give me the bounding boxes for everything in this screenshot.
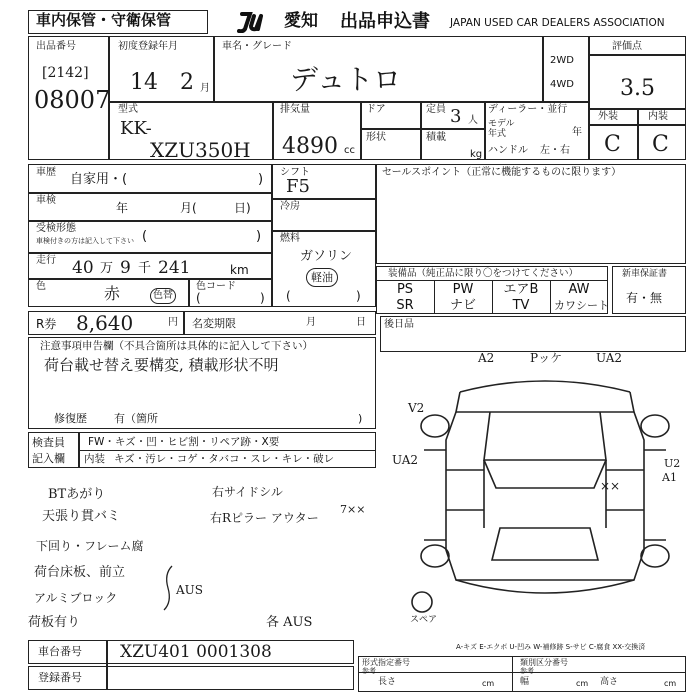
recv-insp-note: 車検付きの方は記入して下さい bbox=[36, 237, 134, 245]
fuel-label: 燃料 bbox=[280, 233, 300, 244]
diagram-note-a1: A1 bbox=[662, 471, 677, 484]
inspector-fw-row: FW・キズ・凹・ヒビ割・リペア跡・X要 bbox=[88, 436, 280, 448]
width-label: 幅 bbox=[520, 677, 530, 687]
diagram-note-xx: ×× bbox=[600, 479, 621, 493]
later-label: 後日品 bbox=[384, 319, 414, 330]
warranty-value: 有・無 bbox=[626, 291, 663, 305]
first-reg-month: 2 bbox=[180, 70, 194, 95]
insp-note-5: アルミブロック bbox=[34, 591, 118, 605]
lot-number: 08007 bbox=[34, 86, 111, 114]
rating-score: 3.5 bbox=[620, 76, 655, 101]
spare-label: スペア bbox=[410, 615, 438, 625]
car-name-value: デュトロ bbox=[290, 63, 402, 96]
inspector-label2: 記入欄 bbox=[32, 452, 65, 465]
recycle-unit: 円 bbox=[168, 317, 178, 328]
insp-note-6: 荷板有り bbox=[28, 615, 81, 630]
insp-note-right-tag: 7×× bbox=[340, 503, 366, 516]
height-unit: cm bbox=[664, 679, 677, 688]
diagram-note-ua2-left: UA2 bbox=[392, 453, 419, 467]
equip-leather: カワシート bbox=[554, 299, 609, 312]
diagram-note-a2: A2 bbox=[478, 351, 495, 365]
shift-value: F5 bbox=[286, 176, 310, 197]
color-note: 色替 bbox=[150, 288, 176, 304]
model-line1: KK- bbox=[120, 118, 152, 139]
fuel-sub: 軽油 bbox=[306, 268, 338, 287]
lot-label: 出品番号 bbox=[36, 41, 76, 52]
shape-label: 形状 bbox=[366, 132, 386, 143]
insp-note-right-bottom: 各 AUS bbox=[266, 615, 313, 630]
later-box bbox=[380, 316, 686, 352]
ju-logo bbox=[236, 11, 280, 33]
name-change-label: 名変期限 bbox=[192, 317, 236, 330]
mileage-sen-unit: 千 bbox=[138, 261, 152, 276]
inspection-month: 月( bbox=[180, 201, 197, 215]
mileage-man: 40 bbox=[72, 258, 94, 278]
equip-pw: PW bbox=[452, 282, 474, 297]
form-type-note1: 参考 bbox=[362, 667, 376, 675]
capacity-unit: 人 bbox=[468, 115, 478, 126]
org-name: 愛知 bbox=[284, 11, 318, 31]
capacity-label: 定員 bbox=[426, 104, 446, 115]
mileage-label: 走行 bbox=[36, 255, 56, 266]
repair-close: ) bbox=[358, 412, 363, 425]
exterior-grade: C bbox=[604, 132, 621, 157]
equip-sr: SR bbox=[396, 298, 414, 313]
mileage-km: km bbox=[230, 263, 249, 277]
displacement-value: 4890 bbox=[282, 134, 338, 159]
equip-ps: PS bbox=[396, 282, 414, 297]
length-unit: cm bbox=[482, 679, 495, 688]
equip-aw: AW bbox=[568, 282, 590, 297]
displacement-label: 排気量 bbox=[280, 104, 310, 115]
form-type-note2: 参考 bbox=[520, 667, 534, 675]
storage-label: 車内保管・守衛保管 bbox=[36, 11, 172, 29]
car-name-label: 車名・グレード bbox=[222, 41, 292, 52]
first-reg-month-unit: 月 bbox=[200, 83, 210, 94]
doc-title: 出品申込書 bbox=[340, 11, 430, 32]
inspector-label1: 検査員 bbox=[32, 436, 65, 449]
dealer-label: ディーラー・並行 bbox=[488, 104, 568, 115]
height-label: 高さ bbox=[600, 677, 619, 687]
load-label: 積載 bbox=[426, 132, 446, 143]
width-unit: cm bbox=[576, 679, 589, 688]
insp-note-1: BTあがり bbox=[48, 487, 106, 502]
inspection-day: 日) bbox=[234, 201, 251, 215]
fuel-close: ) bbox=[356, 289, 361, 303]
car-damage-diagram bbox=[400, 350, 690, 630]
mileage-man-unit: 万 bbox=[100, 261, 114, 276]
shift-label: シフト bbox=[280, 167, 310, 178]
brace-mark bbox=[160, 564, 176, 612]
drive-4wd: 4WD bbox=[550, 79, 574, 90]
model-label: 型式 bbox=[118, 104, 138, 115]
chassis-value: XZU401 0001308 bbox=[120, 642, 272, 662]
drive-2wd: 2WD bbox=[550, 55, 574, 66]
handle-value: 左・右 bbox=[540, 145, 570, 156]
inspector-int-label: 内装 bbox=[84, 453, 105, 465]
insp-note-2: 天張り貫バミ bbox=[42, 509, 121, 524]
dealer-model-label: モデル bbox=[488, 119, 515, 129]
chassis-label: 車台番号 bbox=[38, 645, 82, 658]
registration-label: 登録番号 bbox=[38, 671, 82, 684]
history-label: 車歴 bbox=[36, 167, 56, 178]
recv-insp-open: ( bbox=[142, 229, 148, 244]
insp-note-4: 荷台床板、前立 bbox=[34, 565, 126, 580]
inspection-year: 年 bbox=[116, 201, 129, 215]
diagram-note-v2: V2 bbox=[408, 401, 425, 415]
equip-navi: ナビ bbox=[449, 298, 476, 313]
mileage-sen: 9 bbox=[120, 258, 131, 278]
damage-legend: A-キズ E-エクボ U-凹み W-補修跡 S-サビ C-腐食 XX-交換済 bbox=[456, 643, 646, 651]
color-value: 赤 bbox=[104, 284, 121, 303]
insp-note-right-2: 右Rピラー アウター bbox=[210, 511, 319, 525]
mileage-rest: 241 bbox=[158, 258, 191, 278]
name-change-day: 日 bbox=[356, 317, 366, 328]
rating-label: 評価点 bbox=[612, 41, 642, 52]
equip-airbag: エアB bbox=[503, 282, 539, 297]
displacement-unit: cc bbox=[344, 145, 355, 156]
diagram-note-u2: U2 bbox=[664, 457, 681, 470]
insp-note-3: 下回り・フレーム腐 bbox=[36, 539, 144, 553]
form-type-label2: 類別区分番号 bbox=[520, 658, 568, 667]
association-name: JAPAN USED CAR DEALERS ASSOCIATION bbox=[450, 17, 665, 29]
recv-insp-label: 受検形態 bbox=[36, 223, 76, 234]
form-type-label1: 形式指定番号 bbox=[362, 658, 410, 667]
insp-note-right-1: 右サイドシル bbox=[212, 485, 283, 499]
capacity-value: 3 bbox=[450, 106, 462, 127]
first-reg-year: 14 bbox=[130, 70, 158, 95]
recv-insp-close: ) bbox=[256, 229, 262, 244]
load-unit: kg bbox=[470, 149, 483, 160]
sales-point-label: セールスポイント（正常に機能するものに限ります） bbox=[382, 167, 622, 178]
equip-tv: TV bbox=[512, 298, 530, 313]
lot-sub-number: [2142] bbox=[42, 65, 89, 81]
repair-label: 修復歴 bbox=[54, 412, 87, 425]
diagram-note-pocket: Pッケ bbox=[530, 351, 563, 365]
warranty-label: 新車保証書 bbox=[622, 269, 668, 279]
handle-label: ハンドル bbox=[488, 145, 528, 156]
inspector-int-row: キズ・汚レ・コゲ・タバコ・スレ・キレ・破レ bbox=[114, 453, 335, 465]
color-code-close: ) bbox=[260, 291, 265, 305]
equipment-title: 装備品（純正品に限り〇をつけてください） bbox=[388, 268, 579, 279]
history-close: ) bbox=[258, 172, 264, 187]
fuel-open: ( bbox=[286, 289, 291, 303]
length-label: 長さ bbox=[378, 677, 397, 687]
repair-value: 有（箇所 bbox=[114, 412, 158, 425]
diagram-note-ua2-top: UA2 bbox=[596, 351, 623, 365]
dealer-year-label: 年式 bbox=[488, 129, 507, 139]
fuel-value: ガソリン bbox=[300, 249, 353, 264]
recycle-label: R券 bbox=[36, 317, 57, 331]
color-label: 色 bbox=[36, 281, 46, 292]
interior-label: 内装 bbox=[648, 111, 668, 122]
door-label: ドア bbox=[366, 104, 386, 115]
insp-note-left-tag: AUS bbox=[176, 583, 203, 597]
notes-title: 注意事項申告欄（不具合箇所は具体的に記入して下さい） bbox=[40, 340, 313, 352]
name-change-month: 月 bbox=[306, 317, 316, 328]
model-line2: XZU350H bbox=[150, 138, 251, 162]
first-reg-label: 初度登録年月 bbox=[118, 41, 178, 52]
aircon-label: 冷房 bbox=[280, 201, 300, 212]
notes-text: 荷台載せ替え要構変, 積載形状不明 bbox=[44, 356, 279, 374]
history-value: 自家用・( bbox=[70, 172, 128, 187]
inspection-label: 車検 bbox=[36, 195, 56, 206]
color-code-open: ( bbox=[196, 291, 201, 305]
dealer-year-unit: 年 bbox=[572, 127, 582, 138]
sales-point-box bbox=[376, 164, 686, 264]
color-code-label: 色コード bbox=[196, 281, 236, 292]
recycle-value: 8,640 bbox=[76, 311, 134, 335]
interior-grade: C bbox=[652, 132, 669, 157]
exterior-label: 外装 bbox=[598, 111, 618, 122]
